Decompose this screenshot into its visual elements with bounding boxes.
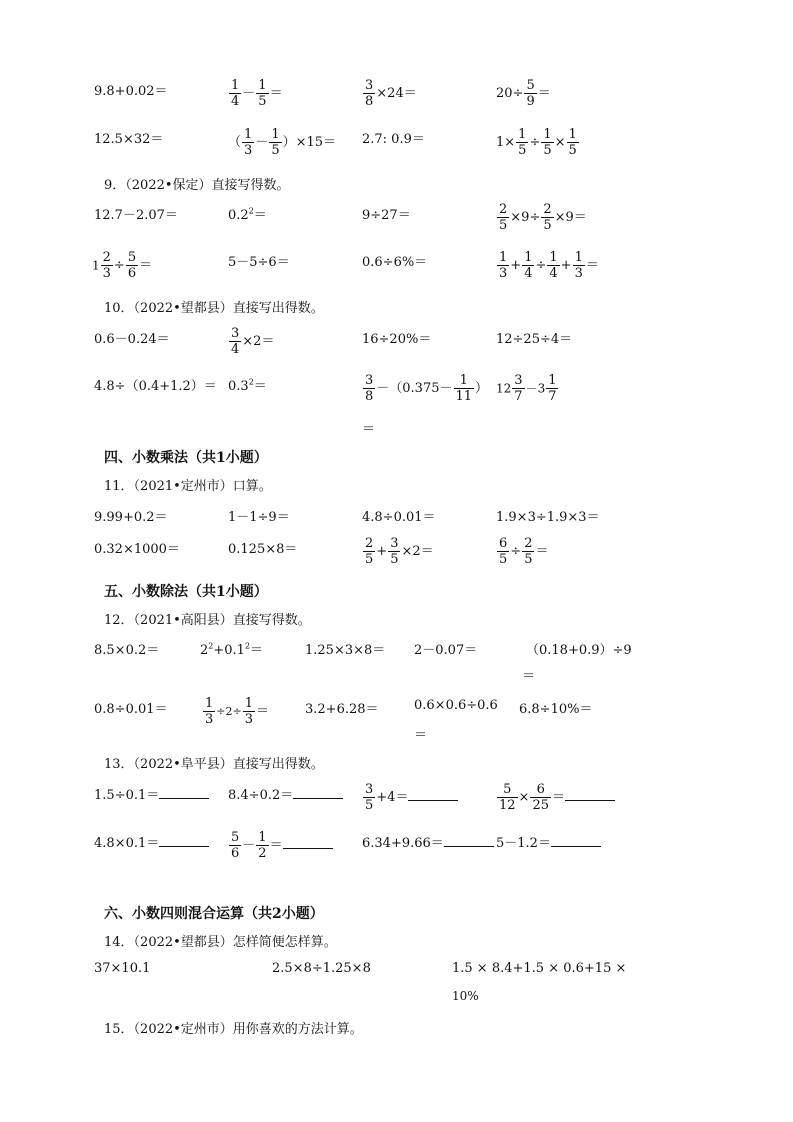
expr-r3-c: 9÷27＝ [362, 208, 411, 223]
question-9-title: 9．（2022•保定）直接写得数。 [104, 178, 290, 193]
question-12-title: 12．（2021•高阳县）直接写得数。 [104, 613, 311, 628]
expr-r4-a: 1 $\frac{2}{3}$ ÷ $\frac{5}{6}$ ＝ [92, 250, 153, 281]
expr-r6-c-equals: ＝ [362, 422, 376, 437]
expr-r4-b: 5－5÷6＝ [228, 255, 290, 270]
expr-q14-c-cont: 10% [452, 989, 479, 1003]
expr-r12-c: 6.34+9.66＝ [362, 832, 494, 851]
answer-blank[interactable] [159, 834, 209, 847]
expr-r6-c: $\frac{3}{8}$ －（0.375－ $\frac{1}{11}$ ） [365, 373, 489, 404]
expr-r8-d: $\frac{6}{5}$ ÷ $\frac{2}{5}$ ＝ [499, 536, 549, 567]
expr-r12-b: $\frac{5}{6}$ － $\frac{1}{2}$ ＝ [228, 830, 333, 861]
expr-r2-c: 2.7: 0.9＝ [362, 132, 425, 147]
expr-r5-a: 0.6－0.24＝ [94, 332, 170, 347]
expr-r10-b: $\frac{1}{3}$ ÷2÷ $\frac{1}{3}$ ＝ [205, 696, 270, 727]
expr-r6-b: $0.3^2=$ [228, 377, 267, 394]
answer-blank[interactable] [159, 786, 209, 799]
answer-blank[interactable] [408, 788, 458, 801]
expr-r10-d: 0.6×0.6÷0.6 [414, 698, 498, 713]
expr-r3-b: $0.2^2=$ [228, 206, 267, 223]
question-15-title: 15．（2022•定州市）用你喜欢的方法计算。 [104, 1022, 363, 1037]
expr-r5-d: 12÷25÷4＝ [496, 332, 573, 347]
expr-r6-a: 4.8÷（0.4+1.2）＝ [94, 379, 217, 394]
expr-r9-c: 1.25×3×8＝ [305, 643, 386, 658]
expr-r2-a: 12.5×32＝ [94, 132, 164, 147]
answer-blank[interactable] [444, 834, 494, 847]
expr-r8-a: 0.32×1000＝ [94, 542, 180, 557]
answer-blank[interactable] [293, 786, 343, 799]
answer-blank[interactable] [551, 834, 601, 847]
expr-r10-d-equals: ＝ [414, 728, 428, 743]
expr-r7-a: 9.99+0.2＝ [94, 510, 168, 525]
question-10-title: 10．（2022•望都县）直接写出得数。 [104, 301, 324, 316]
expr-r11-a: 1.5÷0.1＝ [94, 784, 209, 803]
answer-blank[interactable] [283, 836, 333, 849]
expr-r11-b: 8.4÷0.2＝ [228, 784, 343, 803]
expr-r11-c: $\frac{3}{5}$ +4＝ [362, 782, 458, 813]
expr-r11-d: $\frac{5}{12}$ × $\frac{6}{25}$ ＝ [496, 782, 615, 813]
expr-r3-a: 12.7－2.07＝ [94, 208, 178, 223]
question-13-title: 13．（2022•阜平县）直接写出得数。 [104, 757, 324, 772]
expr-r12-d: 5－1.2＝ [496, 832, 601, 851]
expr-r7-c: 4.8÷0.01＝ [362, 510, 436, 525]
expr-r9-e: （0.18+0.9）÷9 [526, 643, 632, 658]
expr-r9-d: 2－0.07＝ [414, 643, 478, 658]
question-14-title: 14．（2022•望都县）怎样简便怎样算。 [104, 935, 337, 950]
expr-r5-b: $\frac{3}{4}$ ×2＝ [231, 326, 275, 357]
expr-r1-b: $\frac{1}{4}$ － $\frac{1}{5}$ ＝ [231, 78, 283, 109]
expr-r7-b: 1－1÷9＝ [228, 510, 290, 525]
expr-r1-a: 9.8+0.02＝ [94, 84, 168, 99]
expr-r9-e-equals: ＝ [522, 669, 536, 684]
expr-q14-c: 1.5 × 8.4+1.5 × 0.6+15 × [452, 961, 627, 976]
expr-r9-a: 8.5×0.2＝ [94, 643, 160, 658]
expr-r12-a: 4.8×0.1＝ [94, 832, 209, 851]
expr-r10-c: 3.2+6.28＝ [305, 702, 379, 717]
expr-r4-c: 0.6÷6%＝ [362, 255, 428, 270]
section-6-heading: 六、小数四则混合运算（共2小题） [104, 906, 324, 922]
section-4-heading: 四、小数乘法（共1小题） [104, 450, 268, 466]
expr-r2-d: 1× $\frac{1}{5}$ ÷ $\frac{1}{5}$ × $\frac{1}{5}$ [496, 127, 577, 158]
expr-r5-c: 16÷20%＝ [362, 332, 432, 347]
expr-r2-b: （ $\frac{1}{3}$ － $\frac{1}{5}$ ）×15＝ [228, 127, 337, 158]
expr-r4-d: $\frac{1}{3}$ + $\frac{1}{4}$ ÷ $\frac{1}{4}$ + $\frac{1}{3}$ ＝ [499, 250, 599, 281]
expr-r1-c: $\frac{3}{8}$ ×24＝ [365, 78, 417, 109]
expr-q14-a: 37×10.1 [94, 961, 151, 976]
expr-r8-c: $\frac{2}{5}$ + $\frac{3}{5}$ ×2＝ [365, 536, 434, 567]
expr-r10-e: 6.8÷10%＝ [519, 702, 593, 717]
question-11-title: 11．（2021•定州市）口算。 [104, 479, 272, 494]
expr-r8-b: 0.125×8＝ [228, 542, 298, 557]
expr-r10-a: 0.8÷0.01＝ [94, 702, 168, 717]
expr-r3-d: $\frac{2}{5}$ ×9÷ $\frac{2}{5}$ ×9＝ [499, 202, 587, 233]
expr-r7-d: 1.9×3÷1.9×3＝ [496, 510, 600, 525]
answer-blank[interactable] [565, 788, 615, 801]
expr-r1-d: 20÷ $\frac{5}{9}$ ＝ [496, 78, 551, 109]
expr-r6-d: 12 $\frac{3}{7}$ －3 $\frac{1}{7}$ [496, 373, 557, 404]
expr-r9-b: $2^2+0.1^2=$ [200, 641, 264, 658]
section-5-heading: 五、小数除法（共1小题） [104, 584, 268, 600]
expr-q14-b: 2.5×8÷1.25×8 [272, 961, 371, 976]
